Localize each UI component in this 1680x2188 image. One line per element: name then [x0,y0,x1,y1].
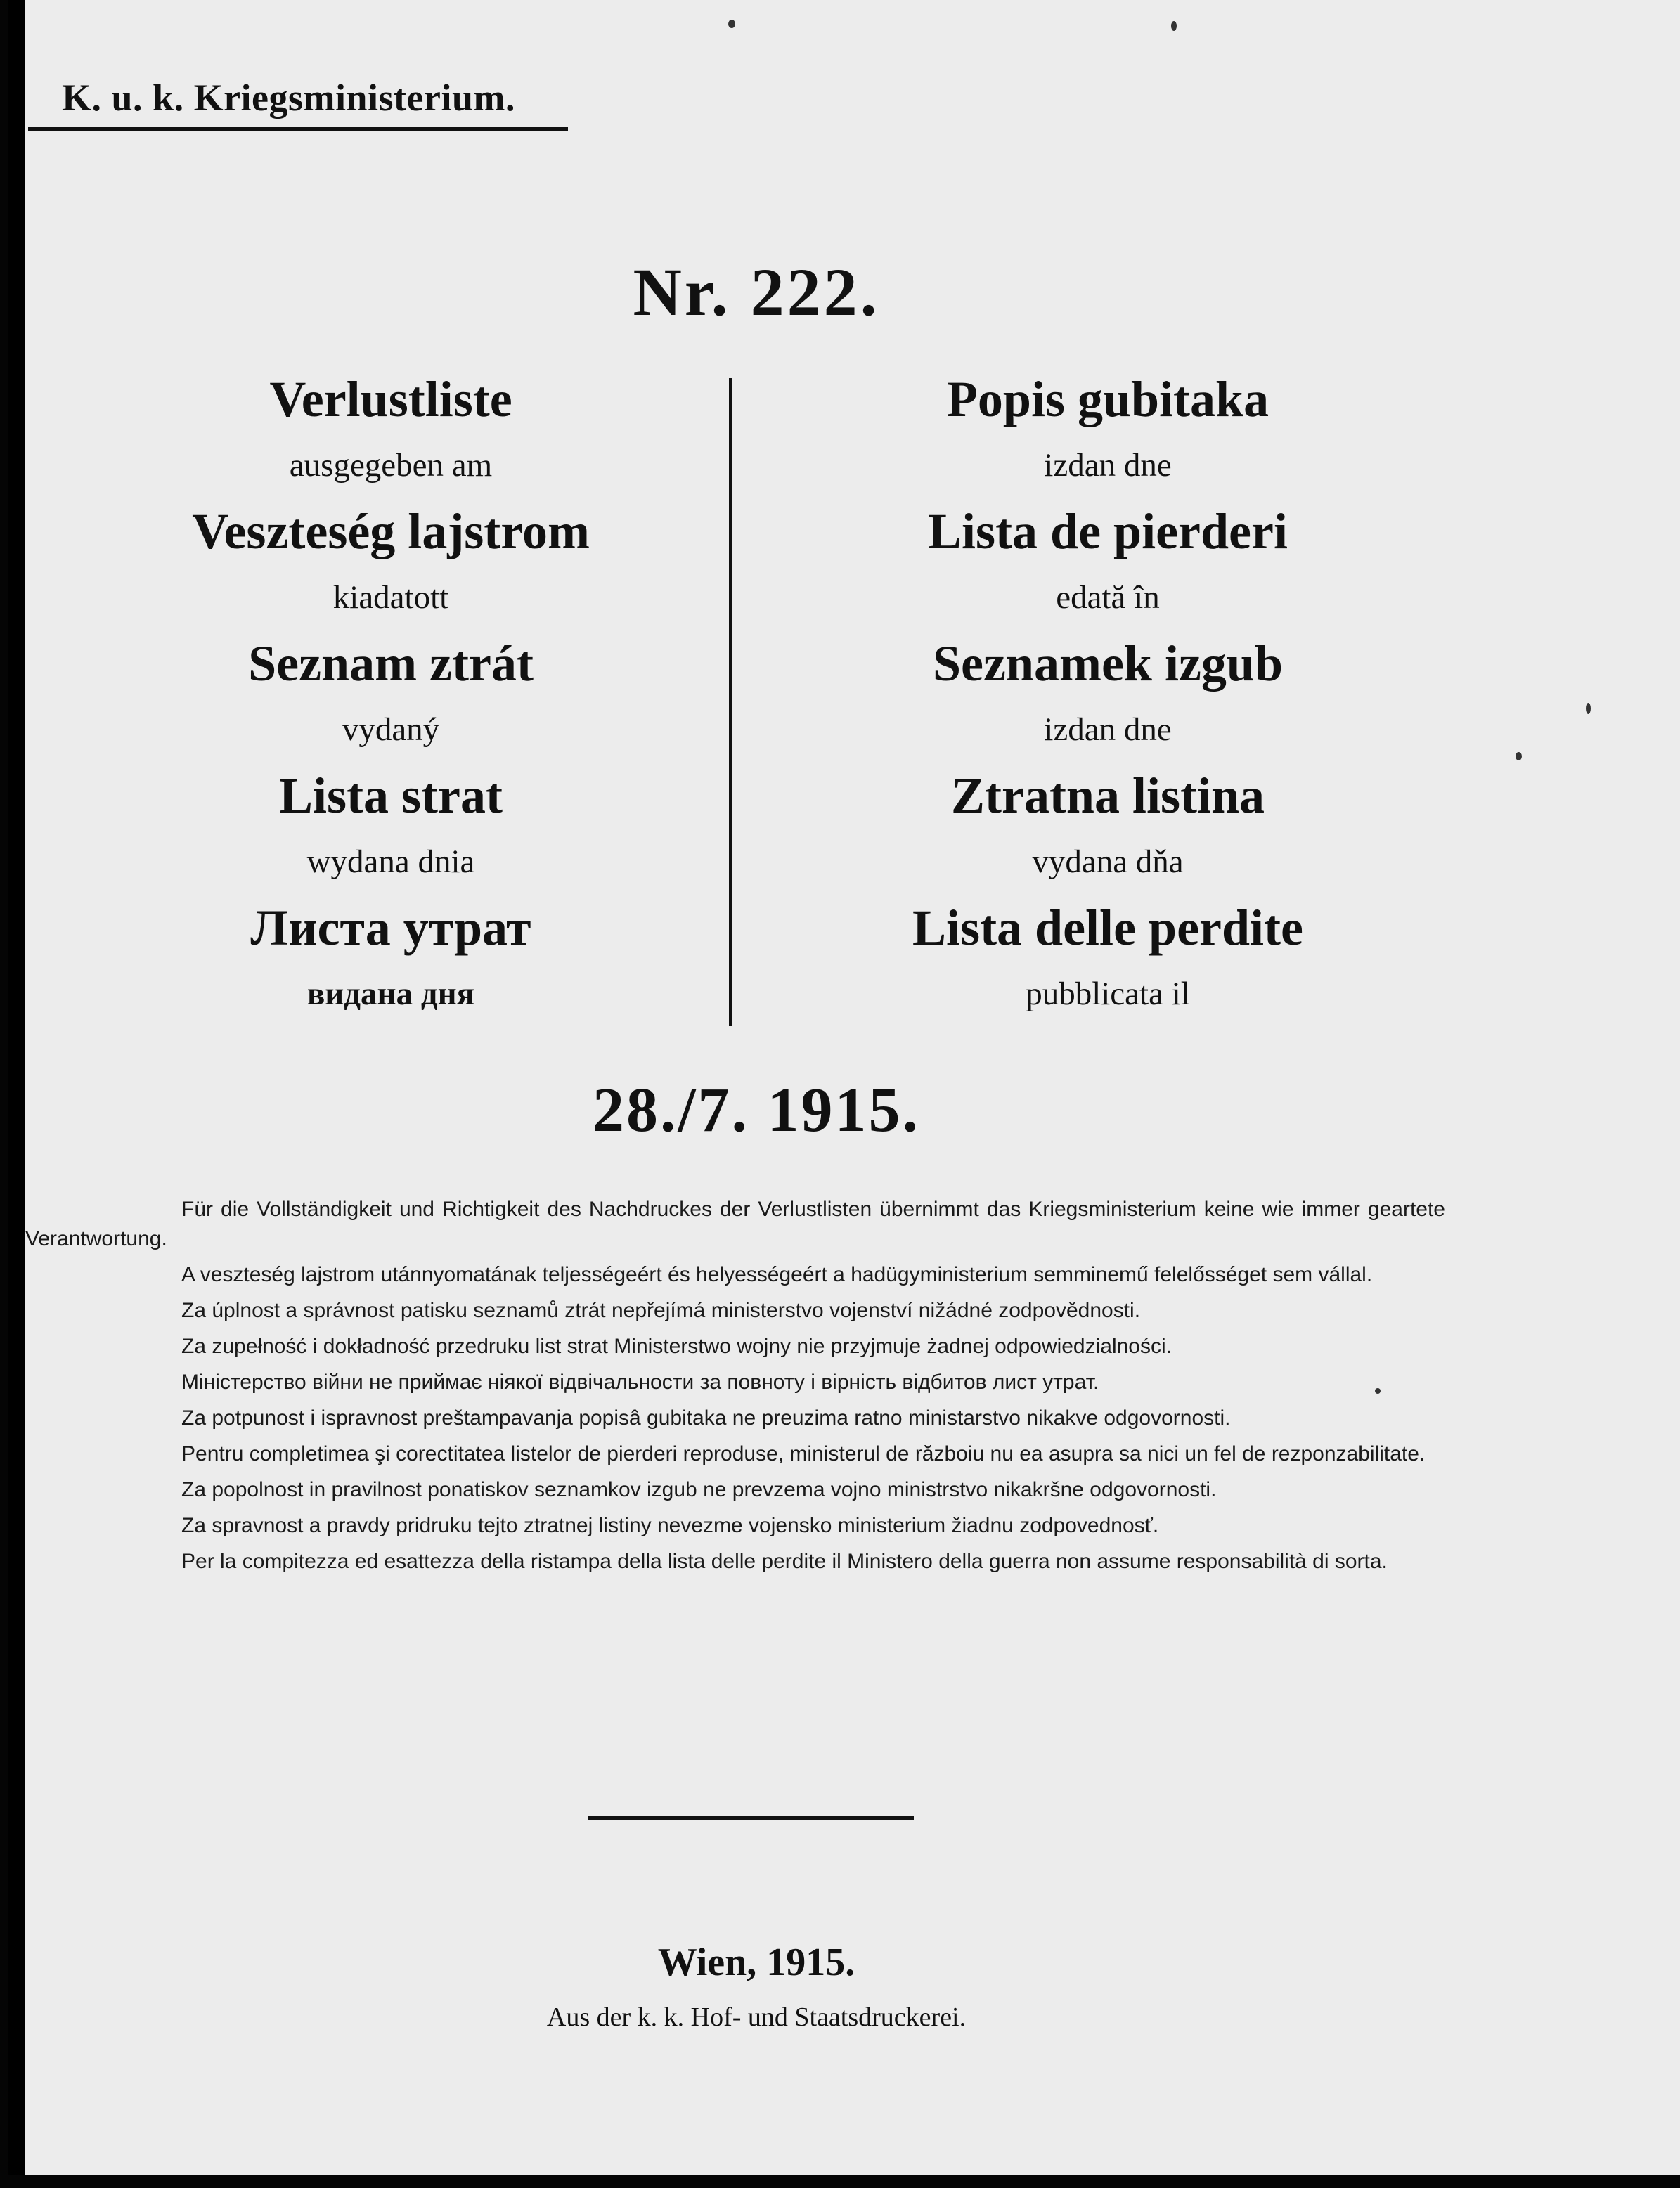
title-slovenian: Seznamek izgub [932,635,1284,692]
bottom-edge [0,2175,1680,2188]
print-speck [1586,703,1591,714]
print-speck [1171,21,1177,31]
imprint-city: Wien, 1915. [657,1941,855,1984]
title-polish: Lista strat [279,768,503,824]
title-czech: Seznam ztrát [248,635,534,692]
subtitle-polish: wydana dnia [306,843,475,880]
disclaimer-polish: Za zupełność i dokładność przedruku list strat Ministerstwo wojny nie przyjmuje żadnej odpowiedzialności. [181,1335,1172,1358]
right-language-column [799,365,1417,1026]
subtitle-czech: vydaný [342,711,440,748]
header-rule [28,127,568,131]
print-speck [1375,1388,1381,1394]
disclaimer-slovak: Za spravnost a pravdy pridruku tejto ztratnej listiny nevezme vojensko ministerium žiadnu zodpovednosť. [181,1514,1159,1537]
document-page [25,0,1680,2175]
subtitle-hungarian: kiadatott [332,579,449,616]
print-speck [1516,752,1522,760]
column-divider [729,378,732,1026]
disclaimer-slovenian: Za popolnost in pravilnost ponatiskov seznamkov izgub ne prevzema vojno ministrstvo nikakršne odgovornosti. [181,1478,1217,1501]
imprint-press: Aus der k. k. Hof- und Staatsdruckerei. [546,2002,967,2032]
list-number: Nr. 222. [633,254,880,330]
subtitle-croatian: izdan dne [1044,447,1172,484]
print-speck [728,20,735,28]
title-romanian: Lista de pierderi [928,503,1288,559]
disclaimer-italian: Per la compitezza ed esattezza della ristampa della lista delle perdite il Ministero della guerra non assume responsabilità di sorta. [181,1550,1388,1573]
subtitle-italian: pubblicata il [1026,976,1190,1012]
subtitle-slovak: vydana dňa [1032,843,1184,880]
title-ukrainian: Листа утрат [250,900,531,956]
ministry-header: K. u. k. Kriegsministerium. [62,77,515,119]
title-hungarian: Veszteség lajstrom [192,503,590,559]
left-language-column [82,365,700,1026]
disclaimer-hungarian: A veszteség lajstrom utánnyomatának teljességeért és helyességeért a hadügyministerium semminemű felelősséget sem vállal. [181,1263,1373,1286]
disclaimer-romanian: Pentru completimea şi corectitatea listelor de pierderi reproduse, ministerul de războiu nu ea asupra sa nici un fel de rezponzabilitate. [181,1442,1426,1465]
subtitle-slovenian: izdan dne [1044,711,1172,748]
title-croatian: Popis gubitaka [946,371,1269,427]
disclaimer-croatian: Za potpunost i ispravnost preštampavanja popisâ gubitaka ne preuzima ratno ministarstvo nikakve odgovornosti. [181,1406,1231,1430]
disclaimer-czech: Za úplnost a správnost patisku seznamů ztrát nepřejímá ministerstvo vojenství nižádné zodpovědnosti. [181,1299,1141,1322]
subtitle-ukrainian: видана дня [306,976,475,1012]
subtitle-german: ausgegeben am [289,447,493,484]
footer-rule [588,1816,914,1820]
subtitle-romanian: edată în [1056,579,1160,616]
title-german: Verlustliste [269,371,512,427]
disclaimer-ukrainian: Міністерство війни не приймає ніякої відвічальности за повноту і вірність відбитов лист утрат. [181,1371,1099,1394]
disclaimer-block [25,1195,1445,1583]
title-italian: Lista delle perdite [912,900,1303,956]
title-slovak: Ztratna listina [950,768,1265,824]
issue-date: 28./7. 1915. [592,1075,920,1145]
left-edge-rule [0,0,8,2188]
disclaimer-german: Für die Vollständigkeit und Richtigkeit des Nachdruckes der Verlustlisten übernimmt das Kriegsministerium keine wie immer geartete Verantwortung. [25,1198,1445,1250]
